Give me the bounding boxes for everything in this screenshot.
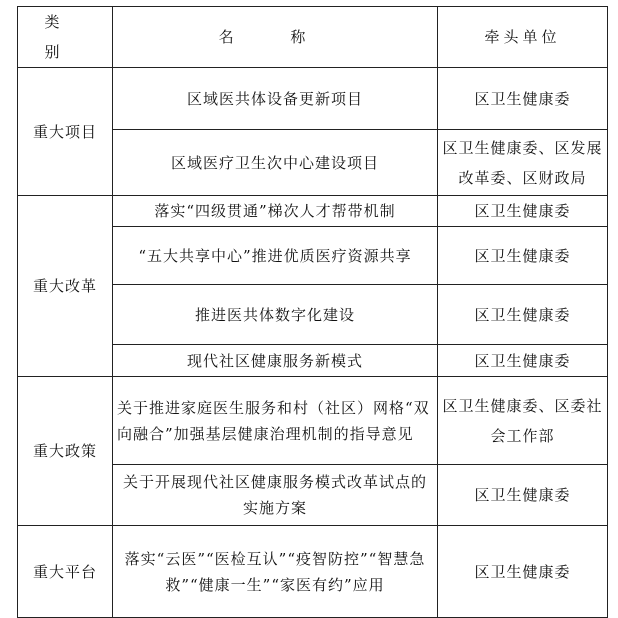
table-row [18, 68, 608, 130]
table-row [18, 377, 608, 465]
item-lead-unit: 区卫生健康委、区发展改革委、区财政局 [438, 130, 608, 196]
category-cell: 重大项目 [18, 68, 113, 196]
item-lead-unit: 区卫生健康委 [438, 345, 608, 377]
header-category: 类 别 [18, 7, 113, 68]
item-name: 现代社区健康服务新模式 [113, 345, 438, 377]
table-row [18, 196, 608, 227]
item-lead-unit: 区卫生健康委 [438, 196, 608, 227]
item-lead-unit: 区卫生健康委、区委社会工作部 [438, 377, 608, 465]
item-name: 关于推进家庭医生服务和村（社区）网格“双向融合”加强基层健康治理机制的指导意见 [113, 377, 438, 465]
item-name: 推进医共体数字化建设 [113, 285, 438, 345]
item-lead-unit: 区卫生健康委 [438, 227, 608, 285]
header-name: 名 称 [113, 7, 438, 68]
item-lead-unit: 区卫生健康委 [438, 526, 608, 618]
item-lead-unit: 区卫生健康委 [438, 285, 608, 345]
item-lead-unit: 区卫生健康委 [438, 465, 608, 526]
item-name: 落实“四级贯通”梯次人才帮带机制 [113, 196, 438, 227]
key-items-table [17, 6, 608, 618]
item-name: “五大共享中心”推进优质医疗资源共享 [113, 227, 438, 285]
item-name: 落实“云医”“医检互认”“疫智防控”“智慧急救”“健康一生”“家医有约”应用 [113, 526, 438, 618]
item-lead-unit: 区卫生健康委 [438, 68, 608, 130]
category-cell: 重大改革 [18, 196, 113, 377]
item-name: 区域医共体设备更新项目 [113, 68, 438, 130]
header-lead-unit: 牵头单位 [438, 7, 608, 68]
header-row [18, 7, 608, 68]
category-cell: 重大政策 [18, 377, 113, 526]
category-cell: 重大平台 [18, 526, 113, 618]
table-row [18, 526, 608, 618]
item-name: 区域医疗卫生次中心建设项目 [113, 130, 438, 196]
item-name: 关于开展现代社区健康服务模式改革试点的实施方案 [113, 465, 438, 526]
